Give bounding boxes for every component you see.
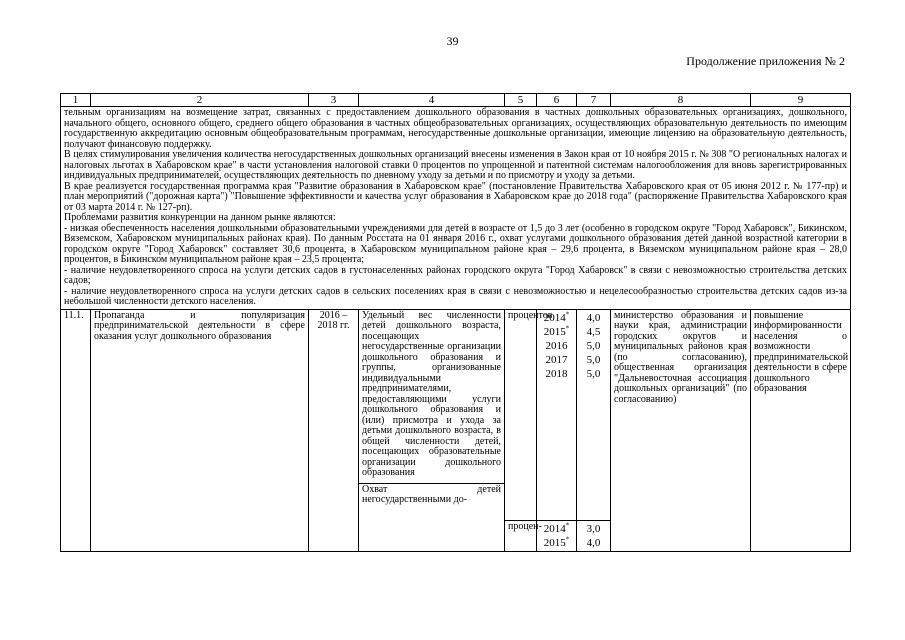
row-number: 11.1. [61,309,91,551]
year: 2014* [543,520,570,535]
col-number-2: 2 [91,94,309,107]
description-paragraph: В крае реализуется государственная программа края "Развитие образования в Хабаровском крае" (постановление Правительства Хабаровского края от 05 июня 2012 г. № 177-пр) и план мероприятий ("дорожная карта") "Повышение эффективности и качества услуг образования в Хабаровском крае до 2018 года" (распоряжение Правительства Хабаровского края от 03 марта 2014 г. № 127-рп). [64,180,847,213]
value: 5,0 [586,367,601,380]
indicator-cell [359,309,505,551]
unit-cell [505,309,553,551]
market-description-row [61,107,851,310]
unit-2: процен- [505,520,536,533]
unit: процентов [508,309,553,321]
value: 5,0 [586,353,601,366]
values-cell [577,309,611,551]
year: 2017 [545,353,568,366]
col-number-7: 7 [577,94,611,107]
description-paragraph: - наличие неудовлетворенного спроса на услуги детских садов в густонаселенных районах городского округа "Город Хабаровск" в связи с невозможностью строительства детских садов; [64,264,847,286]
period: 2016 – 2018 гг. [309,309,359,551]
col-number-9: 9 [751,94,851,107]
col-number-6: 6 [537,94,577,107]
indicator-name: Удельный вес численности детей дошкольного возраста, посещающих негосударственные организации дошкольного образования и группы, организованные индивидуальными предпринимателями, предоставляющими услуги дошкольного образования и (или) присмотра и ухода за детьми дошкольного возраста, в общей численности детей, посещающих образовательные организации дошкольного образования [362,309,501,478]
description-paragraph: В целях стимулирования увеличения количества негосударственных дошкольных организаций внесены изменения в Закон края от 10 ноября 2015 г. № 308 "О региональных налогах и налоговых льготах в Хабаровском крае" в части установления налоговой ставки 0 процентов по упрощенной и патентной системам налогообложения для вновь зарегистрированных индивидуальных предпринимателей, осуществляющих деятельность по дневному уходу за детьми и по присмотру и уходу за детьми. [64,149,847,181]
indicator-name-2: Охват детей негосударственными до- [359,483,504,506]
col-number-5: 5 [505,94,537,107]
value: 4,0 [586,311,601,324]
year: 2015* [543,323,570,338]
value: 3,0 [586,522,601,535]
appendix-continuation: Продолжение приложения № 2 [686,54,845,68]
col-number-1: 1 [61,94,91,107]
value: 4,0 [586,536,601,549]
col-number-3: 3 [309,94,359,107]
year: 2018 [545,367,568,380]
description-paragraph: тельным организациям на возмещение затрат, связанных с предоставлением дошкольного образования в частных дошкольных образовательных организациях, дошкольного, начального общего, основного общего, среднего общего образования в частных общеобразовательных организациях, осуществляющих образовательную деятельность по имеющим государственную аккредитацию основным общеобразовательным программам, негосударственные дошкольные организации, имеющие лицензию на образовательную деятельность, получают финансовую поддержку. [64,107,847,150]
value: 4,5 [586,325,601,338]
expected-result: повышение информированности населения о возможности предпринимательской деятельности в сфере дошкольного образования [751,309,851,551]
appendix-table [60,93,851,552]
activity-name: Пропаганда и популяризация предпринимательской деятельности в сфере оказания услуг дошкольного образования [91,309,309,551]
col-number-8: 8 [611,94,751,107]
col-number-4: 4 [359,94,505,107]
column-number-row [61,94,851,107]
year: 2016 [545,339,568,352]
description-paragraph: - наличие неудовлетворенного спроса на услуги детских садов в сельских поселениях края в связи с невозможностью и нецелесообразностью строительства детских садов из-за небольшой численности детского населения. [64,285,847,307]
year: 2015* [543,534,570,549]
table-row [61,309,851,551]
responsible-executors: министерство образования и науки края, администрации городских округов и муниципальных районов края (по согласованию), общественная организация "Дальневосточная ассоциация дошкольных организаций" (по согласованию) [611,309,751,551]
description-paragraph: Проблемами развития конкуренции на данном рынке являются: [64,212,336,223]
year: 2014* [543,309,570,324]
page-number: 39 [446,34,459,48]
years-cell [537,309,577,551]
market-description-cell [61,107,851,310]
value: 5,0 [586,339,601,352]
description-paragraph: - низкая обеспеченность населения дошкольными образовательными учреждениями для детей в возрасте от 1,5 до 3 лет (особенно в городском округе "Город Хабаровск", Бикинском, Вяземском, Хабаровском муниципальных районах края). По данным Росстата на 01 января 2016 г., охват услугами дошкольного образования детей данной возрастной категории в городском округе "Город Хабаровск" составляет 30,6 процента, в Хабаровском муниципальном районе края – 29,6 процента, в Вяземском муниципальном районе края – 28,0 процентов, в Бикинском муниципальном районе края – 23,5 процента; [64,222,847,265]
